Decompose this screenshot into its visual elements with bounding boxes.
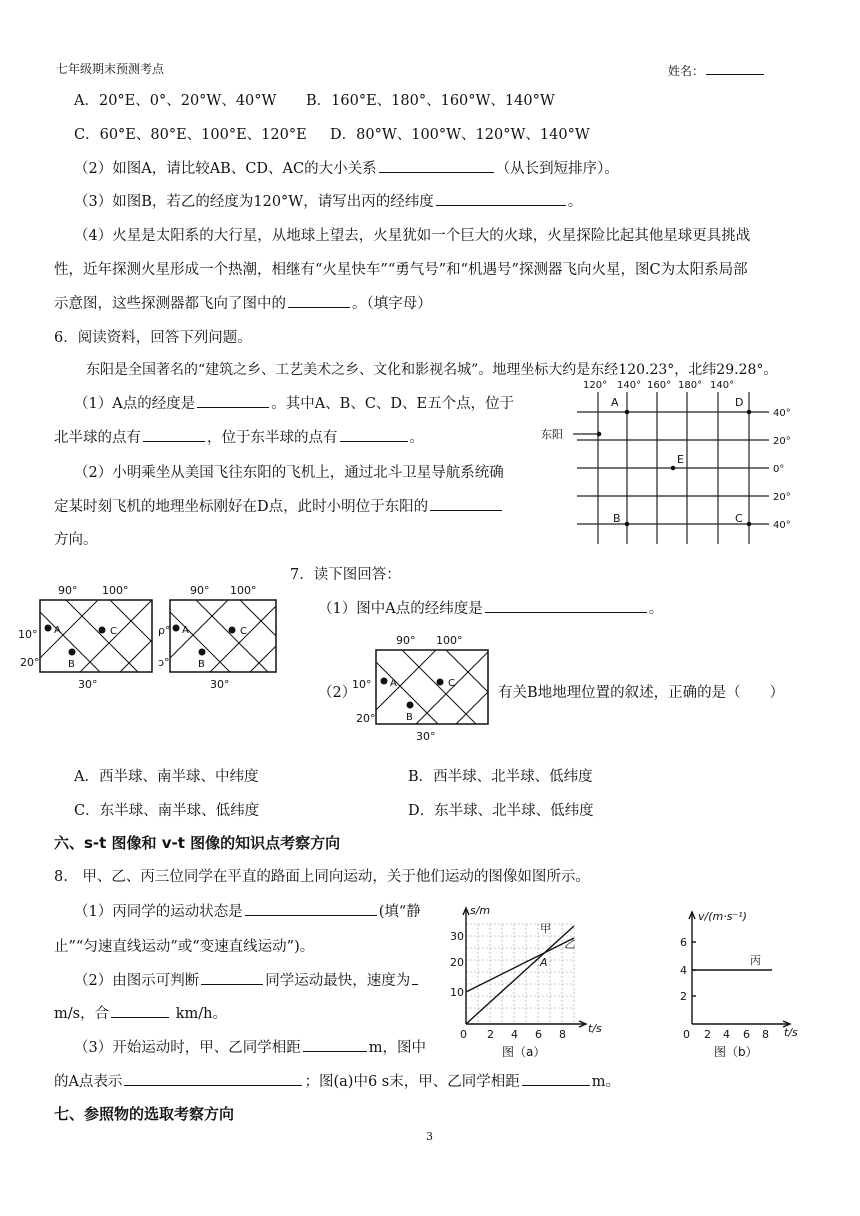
q8-part2-line2: m/s，合 km/h。	[54, 1002, 227, 1023]
q8-part3-line1: （3）开始运动时，甲、乙同学相距 m，图中	[74, 1036, 426, 1057]
vt-graph-b	[676, 910, 806, 1058]
q5-part2: （2）如图A，请比较AB、CD、AC的大小关系 （从长到短排序）。	[74, 157, 619, 178]
q6-intro: 东阳是全国著名的“建筑之乡、工艺美术之乡、文化和影视名城”。地理坐标大约是东经120.23°，北纬29.28°。	[86, 362, 778, 378]
axis-label: t/s	[588, 1022, 602, 1035]
q6-title: 6．阅读资料，回答下列问题。	[54, 330, 252, 346]
q5-part4-line1: （4）火星是太阳系的大行星，从地球上望去，火星犹如一个巨大的火球，火星探险比起其他星球更具挑战	[74, 228, 751, 244]
map-label: 10°	[18, 628, 38, 641]
q8-part2-line1: （2）由图示可判断 同学运动最快，速度为	[74, 969, 420, 990]
tick-label: 0	[683, 1028, 690, 1041]
answer-blank[interactable]	[412, 970, 418, 985]
line-label-bing: 丙	[750, 954, 761, 967]
point-label: A	[54, 625, 61, 636]
tick-label: 6	[535, 1028, 542, 1041]
lon-label: 140°	[617, 380, 642, 391]
map-label: ρ°	[158, 624, 171, 637]
map-figure-2	[156, 580, 280, 692]
lon-label: 120°	[583, 380, 608, 391]
tick-label: 8	[559, 1028, 566, 1041]
q5-option-b: B．160°E、180°、160°W、140°W	[306, 93, 555, 109]
point-e-label: E	[677, 453, 684, 466]
q5-part4-line2: 性，近年探测火星形成一个热潮，相继有“火星快车”“勇气号”和“机遇号”探测器飞向火星，图C为太阳系局部	[54, 262, 748, 278]
answer-blank[interactable]	[485, 598, 647, 613]
q5-option-d: D．80°W、100°W、120°W、140°W	[330, 127, 590, 143]
st-graph-a	[448, 900, 622, 1058]
map-label: 90°	[190, 584, 210, 597]
line-label-jia: 甲	[540, 922, 551, 935]
latlon-grid-figure	[535, 372, 827, 550]
answer-blank[interactable]	[143, 427, 205, 442]
answer-blank[interactable]	[288, 293, 350, 308]
tick-label: 4	[511, 1028, 518, 1041]
map-label: 20°	[356, 712, 376, 725]
q6-part2-line2: 定某时刻飞机的地理坐标刚好在D点，此时小明位于东阳的	[54, 495, 504, 516]
figure-caption: 图（b）	[714, 1045, 758, 1058]
name-label: 姓名：	[668, 64, 705, 78]
answer-blank[interactable]	[379, 158, 494, 173]
q6-part1-line1: （1）A点的经度是 。其中A、B、C、D、E五个点，位于	[74, 392, 514, 413]
q8-part3-line2: 的A点表示 ；图(a)中6 s末，甲、乙同学相距 m。	[54, 1070, 620, 1091]
map-label: 30°	[416, 730, 436, 743]
q6-part2-line1: （2）小明乘坐从美国飞往东阳的飞机上，通过北斗卫星导航系统确	[74, 465, 504, 481]
map-label: 30°	[78, 678, 98, 691]
header-name-label	[668, 60, 766, 79]
answer-blank[interactable]	[436, 191, 566, 206]
answer-blank[interactable]	[201, 970, 263, 985]
q7-option-d: D．东半球、北半球、低纬度	[408, 803, 594, 819]
q5-part4-line3: 示意图，这些探测器都飞向了图中的 。（填字母）	[54, 292, 432, 313]
lat-label: 40°	[773, 408, 791, 419]
point-label: C	[110, 626, 117, 637]
answer-blank[interactable]	[111, 1003, 169, 1018]
map-label: 100°	[436, 634, 463, 647]
answer-blank[interactable]	[245, 901, 377, 916]
header-left: 七年级期末预测考点	[56, 62, 165, 76]
tick-label: 4	[680, 964, 687, 977]
tick-label: 30	[450, 930, 464, 943]
tick-label: 6	[680, 936, 687, 949]
name-blank[interactable]	[706, 60, 764, 75]
tick-label: 2	[680, 990, 687, 1003]
lon-label: 140°	[710, 380, 735, 391]
point-b-label: B	[613, 512, 621, 525]
axis-label: t/s	[784, 1026, 798, 1039]
tick-label: 8	[762, 1028, 769, 1041]
map-label: 90°	[396, 634, 416, 647]
line-label-yi: 乙	[564, 938, 575, 951]
q6-part2-line3: 方向。	[54, 532, 98, 548]
q8-part1-line1: （1）丙同学的运动状态是 (填“静	[74, 900, 421, 921]
answer-blank[interactable]	[522, 1071, 590, 1086]
lat-label: 20°	[773, 436, 791, 447]
section-7-title: 七、参照物的选取考察方向	[54, 1105, 235, 1123]
map-label: 100°	[102, 584, 129, 597]
q7-option-a: A．西半球、南半球、中纬度	[74, 769, 259, 785]
lon-label: 180°	[678, 380, 703, 391]
lat-label: 20°	[773, 492, 791, 503]
map-label: 30°	[210, 678, 230, 691]
q5-option-c: C．60°E、80°E、100°E、120°E	[74, 127, 307, 143]
q7-title: 7．读下图回答：	[290, 567, 401, 583]
dongyang-label: 东阳	[541, 428, 563, 441]
lon-label: 160°	[647, 380, 672, 391]
map-label: 90°	[58, 584, 78, 597]
point-label: C	[240, 626, 247, 637]
tick-label: 2	[704, 1028, 711, 1041]
answer-blank[interactable]	[197, 393, 269, 408]
point-label: B	[198, 659, 205, 670]
q7-part2-label: （2）	[318, 685, 357, 701]
tick-label: 10	[450, 986, 464, 999]
q8-part1-line2: 止”“匀速直线运动”或“变速直线运动”)。	[54, 939, 315, 955]
tick-label: 4	[723, 1028, 730, 1041]
map-label: 100°	[230, 584, 257, 597]
tick-label: 20	[450, 956, 464, 969]
tick-label: 2	[487, 1028, 494, 1041]
section-6-title: 六、s-t 图像和 v-t 图像的知识点考察方向	[54, 834, 341, 852]
lat-label: 0°	[773, 464, 785, 475]
point-label: B	[406, 712, 413, 723]
point-d-label: D	[735, 396, 744, 409]
map-label: 20°	[20, 656, 40, 669]
answer-blank[interactable]	[124, 1071, 302, 1086]
answer-blank[interactable]	[303, 1037, 367, 1052]
tick-label: 0	[460, 1028, 467, 1041]
page-number: 3	[426, 1130, 433, 1143]
q5-part3: （3）如图B，若乙的经度为120°W，请写出丙的经纬度 。	[74, 190, 582, 211]
q7-option-c: C．东半球、南半球、低纬度	[74, 803, 260, 819]
lat-label: 40°	[773, 520, 791, 531]
axis-label: s/m	[470, 904, 491, 917]
map-label: ɔ°	[158, 656, 170, 669]
q8-title: 8. 甲、乙、丙三位同学在平直的路面上同向运动，关于他们运动的图像如图所示。	[54, 869, 590, 885]
answer-blank[interactable]	[340, 427, 408, 442]
map-figure-1	[16, 580, 156, 692]
q7-part2-text: 有关B地地理位置的叙述，正确的是（ ）	[498, 685, 785, 701]
q6-part1-line2: 北半球的点有 ，位于东半球的点有 。	[54, 426, 424, 447]
q5-option-a: A．20°E、0°、20°W、40°W	[74, 93, 277, 109]
map-figure-3	[352, 628, 492, 744]
point-c-label: C	[735, 512, 743, 525]
point-label: A	[182, 625, 189, 636]
axis-label: v/(m·s⁻¹)	[698, 910, 747, 923]
q7-part1: （1）图中A点的经纬度是 。	[318, 597, 663, 618]
point-label: B	[68, 659, 75, 670]
map-label: 10°	[352, 678, 372, 691]
point-label: A	[390, 678, 397, 689]
q7-option-b: B．西半球、北半球、低纬度	[408, 769, 593, 785]
point-label: C	[448, 678, 455, 689]
tick-label: 6	[743, 1028, 750, 1041]
figure-caption: 图（a）	[502, 1045, 546, 1058]
point-label: A	[540, 956, 548, 969]
point-a-label: A	[611, 396, 619, 409]
answer-blank[interactable]	[430, 496, 502, 511]
